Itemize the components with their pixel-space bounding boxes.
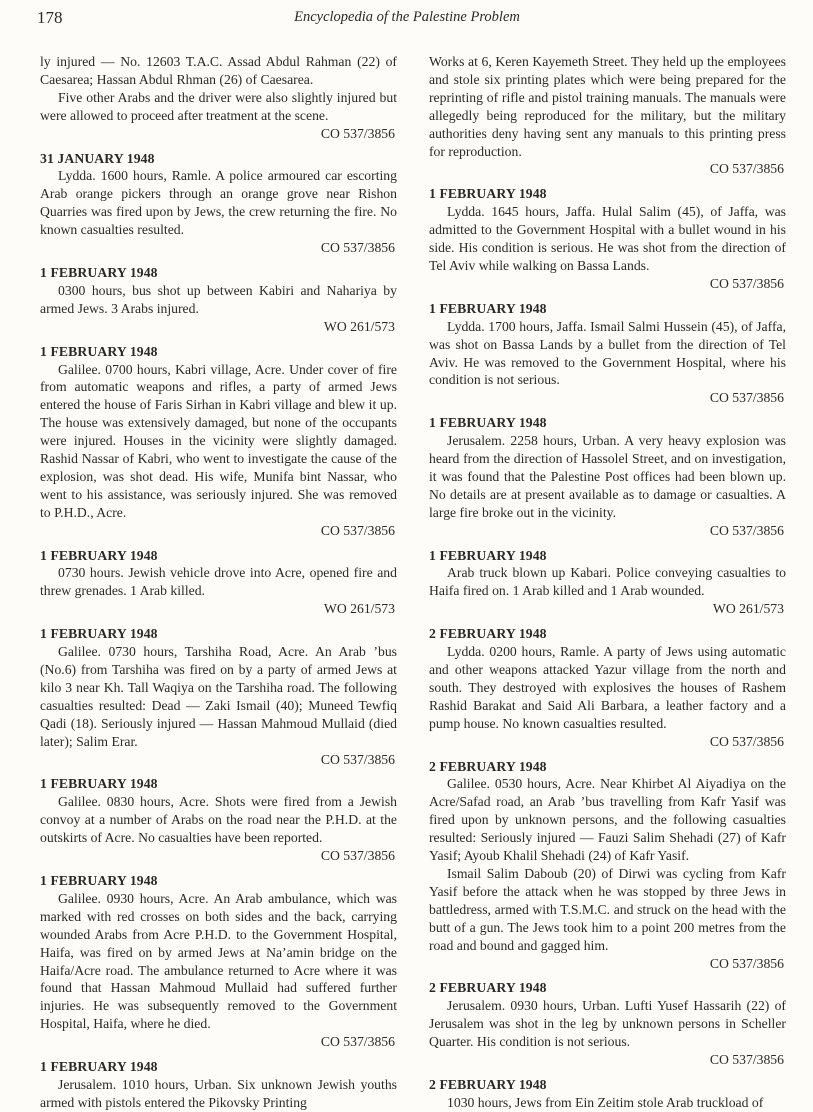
right-column (429, 53, 786, 1112)
entry-date: 1 FEBRUARY 1948 (40, 264, 158, 280)
entry-date: 2 FEBRUARY 1948 (429, 758, 547, 774)
log-entry (40, 547, 397, 619)
entry-text: 1030 hours, Jews from Ein Zeitim stole Arab truckload of (447, 1094, 764, 1110)
entry-date: 1 FEBRUARY 1948 (40, 1059, 158, 1075)
entry-text: Lydda. 1700 hours, Jaffa. Ismail Salmi Hussein (45), of Jaffa, was shot on Bassa Lands by a bullet from the direction of Tel Aviv. He was removed to the Government Hospital, where his condition is not serious. (429, 318, 786, 388)
entry-text: Jerusalem. 1010 hours, Urban. Six unknown Jewish youths armed with pistols entered the Pikovsky Printing (40, 1076, 397, 1110)
source-reference: CO 537/3856 (320, 1034, 395, 1050)
entry-text: Arab truck blown up Kabari. Police conveying casualties to Haifa fired on. 1 Arab killed and 1 Arab wounded. (429, 565, 786, 599)
entry-text: 0300 hours, bus shot up between Kabiri and Nahariya by armed Jews. 3 Arabs injured. (40, 282, 397, 316)
log-entry (429, 53, 786, 178)
source-reference: CO 537/3856 (709, 955, 784, 971)
log-entry (429, 758, 786, 973)
entry-date: 2 FEBRUARY 1948 (429, 980, 547, 996)
entry-date: 1 FEBRUARY 1948 (40, 872, 158, 888)
entry-text: Lydda. 1600 hours, Ramle. A police armoured car escorting Arab orange pickers through an orange grove near Rishon Quarries was fired upon by Jews, the crew returning the fire. No known casualties resulted. (40, 168, 397, 238)
log-entry (429, 979, 786, 1069)
source-reference: CO 537/3856 (709, 1052, 784, 1068)
source-reference: CO 537/3856 (320, 522, 395, 538)
entry-text: Jerusalem. 2258 hours, Urban. A very heavy explosion was heard from the direction of Hassolel Street, and on investigation, it was found that the Palestine Post offices had been blown up. No details are at present available as to damage or casualties. A large fire broke out in the vicinity. (429, 433, 786, 520)
log-entry (40, 264, 397, 336)
source-reference: CO 537/3856 (709, 733, 784, 749)
page-number: 178 (37, 8, 63, 27)
entry-date: 2 FEBRUARY 1948 (429, 1076, 547, 1092)
source-reference: WO 261/573 (323, 601, 395, 617)
log-entry (40, 53, 397, 143)
entry-text: Five other Arabs and the driver were also slightly injured but were allowed to proceed after treatment at the scene. (40, 89, 397, 123)
entry-text: Galilee. 0730 hours, Tarshiha Road, Acre. An Arab ’bus (No.6) from Tarshiha was fired on by a party of armed Jews at kilo 3 near Kh. Tall Waqiya on the Tarshiha road. The following casualties resulted: Dead — Zaki Ismail (40); Muneed Tewfiq Qadi (18). Seriously injured — Hassan Mahmoud Mullaid (died later); Salim Erar. (40, 644, 397, 749)
log-entry (429, 300, 786, 407)
log-entry (429, 1076, 786, 1112)
source-reference: WO 261/573 (323, 318, 395, 334)
source-reference: CO 537/3856 (320, 848, 395, 864)
log-entry (40, 343, 397, 540)
entry-date: 1 FEBRUARY 1948 (429, 186, 547, 202)
source-reference: CO 537/3856 (709, 522, 784, 538)
source-reference: WO 261/573 (712, 601, 784, 617)
source-reference: CO 537/3856 (320, 125, 395, 141)
log-entry (40, 150, 397, 257)
entry-date: 1 FEBRUARY 1948 (40, 547, 158, 563)
source-reference: CO 537/3856 (709, 390, 784, 406)
log-entry (429, 414, 786, 539)
log-entry (429, 547, 786, 619)
entry-date: 1 FEBRUARY 1948 (429, 415, 547, 431)
entry-text: ly injured — No. 12603 T.A.C. Assad Abdul Rahman (22) of Caesarea; Hassan Abdul Rhman (26) of Caesarea. (40, 54, 397, 87)
page-header (37, 8, 777, 34)
log-entry (40, 1058, 397, 1112)
entry-date: 2 FEBRUARY 1948 (429, 626, 547, 642)
entry-date: 31 JANUARY 1948 (40, 150, 155, 166)
log-entry (40, 872, 397, 1051)
entry-date: 1 FEBRUARY 1948 (429, 547, 547, 563)
source-reference: CO 537/3856 (320, 751, 395, 767)
log-entry (429, 625, 786, 750)
entry-date: 1 FEBRUARY 1948 (40, 626, 158, 642)
entry-text: Galilee. 0700 hours, Kabri village, Acre. Under cover of fire from automatic weapons and rifles, a party of armed Jews entered the house of Faris Sirhan in Kabri village and blew it up. The house was extensively damaged, but none of the occupants were injured. Houses in the vicinity were slightly damaged. Rashid Nassar of Kabri, who went to investigate the cause of the explosion, was shot dead. His wife, Munifa bint Nassar, who went to his assistance, was seriously injured. She was removed to P.H.D., Acre. (40, 361, 397, 520)
source-reference: CO 537/3856 (320, 240, 395, 256)
entry-text: Works at 6, Keren Kayemeth Street. They held up the employees and stole six printing plates which were being prepared for the reprinting of rifle and pistol training manuals. The manuals were allegedly being reproduced for the military, but the military authorities deny having sent any manuals to this printing press for reproduction. (429, 54, 786, 159)
entry-date: 1 FEBRUARY 1948 (429, 300, 547, 316)
entry-text: Galilee. 0930 hours, Acre. An Arab ambulance, which was marked with red crosses on both sides and the back, carrying wounded Arabs from Acre P.H.D. to the Government Hospital, Haifa, was fired on by armed Jews at Na’amin bridge on the Haifa/Acre road. The ambulance returned to Acre where it was found that Hassan Mahmoud Mullaid had suffered further injuries. He was subsequently removed to the Government Hospital, Haifa, where he died. (40, 890, 397, 1032)
entry-text: 0730 hours. Jewish vehicle drove into Acre, opened fire and threw grenades. 1 Arab killed. (40, 565, 397, 599)
entry-text: Galilee. 0530 hours, Acre. Near Khirbet Al Aiyadiya on the Acre/Safad road, an Arab ’bus travelling from Kafr Yasif was fired upon by unknown persons, and the following casualties resulted: Seriously injured — Fauzi Salim Shehadi (27) of Kafr Yasif; Ayoub Khalil Shehadi (24) of Kafr Yasif. (429, 776, 786, 864)
entry-date: 1 FEBRUARY 1948 (40, 776, 158, 792)
log-entry (429, 185, 786, 292)
entry-text: Lydda. 1645 hours, Jaffa. Hulal Salim (45), of Jaffa, was admitted to the Government Hospital with a bullet wound in his side. His condition is serious. He was shot from the direction of Tel Aviv while walking on Bassa Lands. (429, 204, 786, 273)
entry-text: Lydda. 0200 hours, Ramle. A party of Jews using automatic and other weapons attacked Yazur village from the north and south. They destroyed with explosives the houses of Rashem Rashid Barakat and Said Ali Barbara, a leather factory and a pump house. No known casualties resulted. (429, 644, 786, 731)
log-entry (40, 625, 397, 768)
left-column (40, 53, 397, 1112)
running-title: Encyclopedia of the Palestine Problem (294, 9, 520, 25)
entry-text: Galilee. 0830 hours, Acre. Shots were fired from a Jewish convoy at a number of Arabs on the road near the P.H.D. at the outskirts of Acre. No casualties have been reported. (40, 794, 397, 846)
source-reference: CO 537/3856 (709, 275, 784, 291)
log-entry (40, 775, 397, 865)
source-reference: CO 537/3856 (709, 161, 784, 177)
entry-date: 1 FEBRUARY 1948 (40, 343, 158, 359)
entry-text: Ismail Salim Daboub (20) of Dirwi was cycling from Kafr Yasif before the attack when he was stopped by three Jews in battledress, armed with T.S.M.C. and struck on the head with the butt of a gun. The Jews took him to a point 200 metres from the road and bound and gagged him. (429, 865, 786, 953)
entry-text: Jerusalem. 0930 hours, Urban. Lufti Yusef Hassarih (22) of Jerusalem was shot in the leg by unknown persons in Scheller Quarter. His condition is not serious. (429, 998, 786, 1050)
